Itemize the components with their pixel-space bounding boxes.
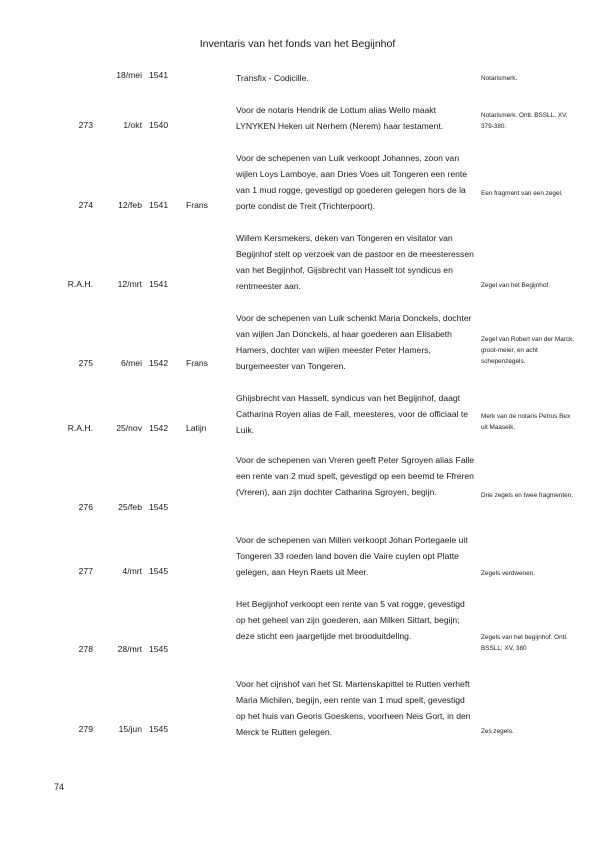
- entry-date: 25/feb: [118, 502, 142, 512]
- inventory-number: 275: [78, 358, 93, 368]
- entry-description: Voor de schepenen van Luik schenkt Maria Donckels, dochter van wijlen Jan Donckels, al haar goederen aan Elisabeth Hamers, dochter van wijlen meester Peter Hamers, burgemeester van Tongeren.: [236, 313, 472, 371]
- entry-note: Zegels verdwenen.: [481, 570, 535, 577]
- inventory-number: 277: [78, 566, 93, 576]
- entry-note: Zegel van Robert van der Marck, groot-meier, en acht schepenzegels.: [481, 336, 575, 365]
- entry-description: Voor de schepenen van Vreren geeft Peter Sgroyen alias Falle een rente van 2 mud spelt, gevestigd op een beemd te Ffreren (Vreren), aan zijn dochter Catharina Sgroyen, begijn.: [236, 455, 475, 497]
- entry-date: 18/mei: [116, 70, 142, 80]
- entry-description: Voor de notaris Hendrik de Lottum alias Wello maakt LYNYKEN Heken uit Nerhem (Nerem) haar testament.: [236, 105, 444, 131]
- entry-date: 15/jun: [118, 724, 142, 734]
- entry-description: Willem Kersmekers, deken van Tongeren en visitator van Begijnhof stelt op verzoek van de pastoor en de meesteressen van het Begijnhof, Gijsbrecht van Hasselt tot syndicus en rentmeester aan.: [236, 233, 474, 291]
- inventory-number: 276: [78, 502, 93, 512]
- entry-date: 28/mrt: [117, 644, 142, 654]
- entry-note: Een fragment van een zegel.: [481, 190, 563, 197]
- entry-description: Voor de schepenen van Millen verkoopt Johan Portegaele uit Tongeren 33 roeden land boven die Vaire cuylen opt Platte gelegen, aan Heyn Raets uit Meer.: [236, 535, 468, 577]
- entry-year: 1542: [149, 358, 169, 368]
- entry-language: Frans: [186, 358, 208, 368]
- entry-note: Merk van de notaris Petrus Bex uit Maaseik.: [481, 413, 571, 431]
- entry-year: 1540: [149, 120, 169, 130]
- inventory-number: 279: [78, 724, 93, 734]
- entry-year: 1541: [149, 279, 169, 289]
- inventory-number: R.A.H.: [67, 423, 93, 433]
- entry-description: Ghijsbrecht van Hasselt, syndicus van het Begijnhof, daagt Catharina Royen alias de Fall, meesteres, voor de officiaal te Luik.: [236, 393, 468, 435]
- entry-year: 1541: [149, 200, 169, 210]
- entry-language: Latijn: [186, 423, 207, 433]
- entry-year: 1542: [149, 423, 169, 433]
- entry-description: Voor het cijnshof van het St. Martenskapittel te Rutten verheft Maria Michilen, begijn, een rente van 1 mud spelt, gevestigd op het huis van Georis Goeskens, voorheen Neis Gort, in den Merck te Rutten gelegen.: [236, 679, 471, 737]
- inventory-number: 278: [78, 644, 93, 654]
- entry-note: Notarismerk.: [481, 75, 518, 82]
- entry-date: 12/feb: [118, 200, 142, 210]
- entry-year: 1541: [149, 70, 169, 80]
- entry-note: Drie zegels en twee fragmenten.: [481, 492, 574, 499]
- entry-date: 1/okt: [123, 120, 142, 130]
- entry-year: 1545: [149, 724, 169, 734]
- entry-note: Zegel van het Begijnhof.: [481, 282, 550, 289]
- entry-date: 4/mrt: [122, 566, 142, 576]
- entry-note: Zegels van het begijnhof. Ontl. BSSLL; XV, 380: [481, 634, 568, 652]
- entry-note: Zes zegels.: [481, 728, 514, 735]
- page-number: 74: [54, 782, 65, 792]
- inventory-number: 273: [78, 120, 93, 130]
- entry-year: 1545: [149, 566, 169, 576]
- entry-language: Frans: [186, 200, 208, 210]
- page-title: Inventaris van het fonds van het Begijnhof: [199, 38, 396, 50]
- entry-year: 1545: [149, 644, 169, 654]
- inventory-number: R.A.H.: [67, 279, 93, 289]
- entry-description: Het Begijnhof verkoopt een rente van 5 vat rogge, gevestigd op het geheel van zijn goederen, aan Milken Sittart, begijn; deze sticht een jaargetijde met brooduitdeling.: [236, 599, 465, 641]
- entry-date: 25/nov: [116, 423, 142, 433]
- entry-note: Notarismerk. Ontl. BSSLL. XV, 379-380.: [481, 112, 568, 130]
- entry-date: 6/mei: [120, 358, 142, 368]
- entry-description: Voor de schepenen van Luik verkoopt Johannes, zoon van wijlen Loys Lamboye, aan Dries Voes uit Tongeren een rente van 1 mud rogge, gevestigd op goederen gelegen hors de la porte condist de Treit (Trichterpoort).: [236, 153, 468, 211]
- entry-year: 1545: [149, 502, 169, 512]
- entry-date: 12/mrt: [117, 279, 142, 289]
- entry-description: Transfix - Codicille.: [236, 73, 309, 83]
- inventory-number: 274: [78, 200, 93, 210]
